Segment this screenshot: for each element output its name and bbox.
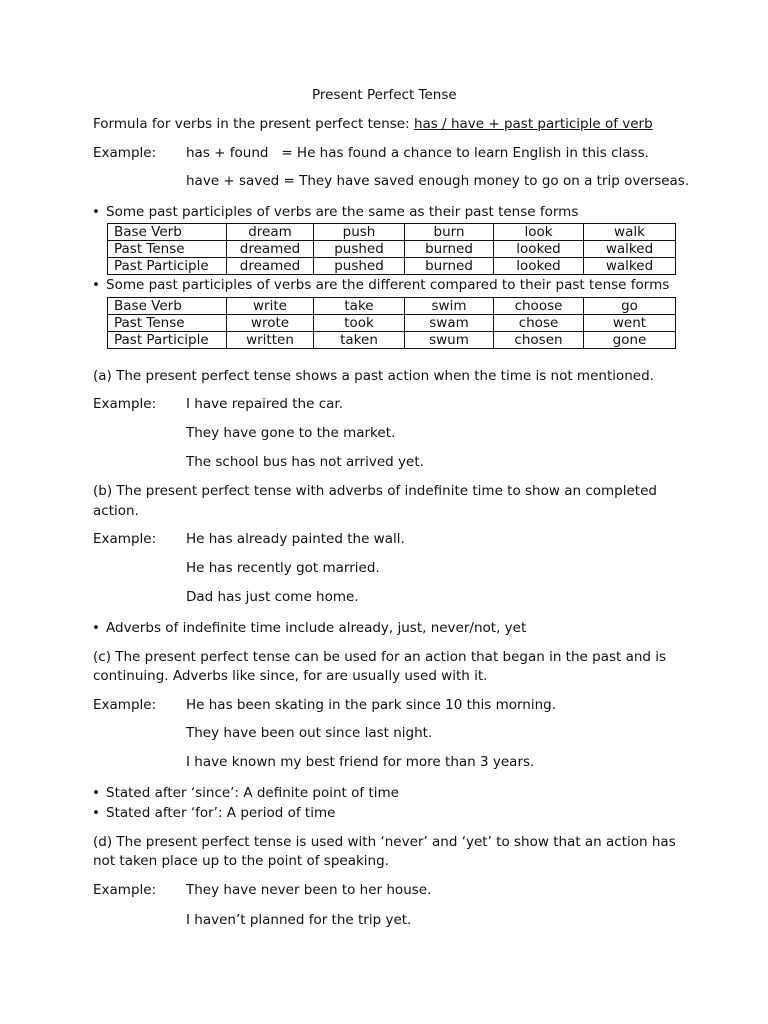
section-b-bullet xyxy=(92,622,526,636)
section-c-example-2: They have been out since last night. xyxy=(186,725,433,741)
table-cell: Past Participle xyxy=(108,332,227,349)
table-cell: taken xyxy=(314,332,405,349)
section-a-example-label: Example: xyxy=(93,396,157,412)
table-cell: took xyxy=(314,315,405,332)
intro-example-line-2: have + saved = They have saved enough money to go on a trip overseas. xyxy=(186,173,690,189)
table-cell: go xyxy=(584,298,676,315)
table-cell: walked xyxy=(584,241,676,258)
section-b-example-2: He has recently got married. xyxy=(186,560,380,576)
section-b-heading-1: (b) The present perfect tense with adverbs of indefinite time to show an completed xyxy=(93,483,657,499)
section-a-example-3: The school bus has not arrived yet. xyxy=(186,454,424,470)
section-d-example-1: They have never been to her house. xyxy=(186,882,432,898)
table-cell: looked xyxy=(494,241,584,258)
intro-example-label: Example: xyxy=(93,145,157,161)
table-cell: wrote xyxy=(227,315,314,332)
table-cell: Past Tense xyxy=(108,241,227,258)
table-cell: Base Verb xyxy=(108,298,227,315)
table-row xyxy=(108,241,676,258)
table-cell: take xyxy=(314,298,405,315)
table-cell: walked xyxy=(584,258,676,275)
page-title: Present Perfect Tense xyxy=(312,87,457,103)
section-d-example-label: Example: xyxy=(93,882,157,898)
table-cell: write xyxy=(227,298,314,315)
section-a-example-1: I have repaired the car. xyxy=(186,396,344,412)
table-cell: burn xyxy=(405,224,494,241)
table-row xyxy=(108,315,676,332)
verb-table-different xyxy=(107,297,676,349)
table-cell: swim xyxy=(405,298,494,315)
table-cell: gone xyxy=(584,332,676,349)
section-c-example-label: Example: xyxy=(93,697,157,713)
section-b-example-3: Dad has just come home. xyxy=(186,589,359,605)
bullet-dot: • xyxy=(92,805,100,821)
table-cell: push xyxy=(314,224,405,241)
bullet-different-forms xyxy=(92,279,669,293)
table-cell: walk xyxy=(584,224,676,241)
table-cell: dreamed xyxy=(227,258,314,275)
section-a-heading: (a) The present perfect tense shows a past action when the time is not mentioned. xyxy=(93,368,654,384)
section-b-example-label: Example: xyxy=(93,531,157,547)
table-cell: look xyxy=(494,224,584,241)
formula-prefix: Formula for verbs in the present perfect tense: xyxy=(93,116,414,132)
table-cell: burned xyxy=(405,241,494,258)
table-cell: pushed xyxy=(314,241,405,258)
verb-table-same xyxy=(107,223,676,275)
formula-line xyxy=(93,118,653,132)
table-cell: chose xyxy=(494,315,584,332)
section-c-example-1: He has been skating in the park since 10 this morning. xyxy=(186,697,557,713)
table-cell: swam xyxy=(405,315,494,332)
section-c-bullet-2 xyxy=(92,807,335,821)
section-a-example-2: They have gone to the market. xyxy=(186,425,396,441)
section-b-example-1: He has already painted the wall. xyxy=(186,531,405,547)
bullet-same-forms xyxy=(92,206,578,220)
table-row xyxy=(108,224,676,241)
table-cell: swum xyxy=(405,332,494,349)
table-cell: Base Verb xyxy=(108,224,227,241)
table-cell: dream xyxy=(227,224,314,241)
bullet-different-text: Some past participles of verbs are the different compared to their past tense forms xyxy=(106,277,670,293)
table-cell: Past Participle xyxy=(108,258,227,275)
table-cell: Past Tense xyxy=(108,315,227,332)
section-c-bullet-1 xyxy=(92,787,399,801)
table-row xyxy=(108,332,676,349)
section-b-heading-2: action. xyxy=(93,503,139,519)
table-cell: pushed xyxy=(314,258,405,275)
bullet-dot: • xyxy=(92,204,100,220)
section-d-example-2: I haven’t planned for the trip yet. xyxy=(186,912,412,928)
table-cell: looked xyxy=(494,258,584,275)
formula-rule: has / have + past participle of verb xyxy=(413,116,653,132)
section-d-heading-2: not taken place up to the point of speaking. xyxy=(93,853,389,869)
table-cell: dreamed xyxy=(227,241,314,258)
table-row xyxy=(108,258,676,275)
table-row xyxy=(108,298,676,315)
table-cell: went xyxy=(584,315,676,332)
intro-example-line-1: has + found = He has found a chance to learn English in this class. xyxy=(186,145,649,161)
section-c-heading-2: continuing. Adverbs like since, for are usually used with it. xyxy=(93,668,488,684)
table-cell: burned xyxy=(405,258,494,275)
table-cell: choose xyxy=(494,298,584,315)
bullet-dot: • xyxy=(92,785,100,801)
section-c-heading-1: (c) The present perfect tense can be used for an action that began in the past and is xyxy=(93,649,667,665)
section-c-bullet-1-text: Stated after ‘since’: A definite point of time xyxy=(106,785,399,801)
bullet-same-text: Some past participles of verbs are the same as their past tense forms xyxy=(106,204,579,220)
section-c-example-3: I have known my best friend for more than 3 years. xyxy=(186,754,535,770)
section-c-bullet-2-text: Stated after ‘for’: A period of time xyxy=(106,805,336,821)
table-cell: chosen xyxy=(494,332,584,349)
section-d-heading-1: (d) The present perfect tense is used with ‘never’ and ‘yet’ to show that an action has xyxy=(93,834,676,850)
section-b-bullet-text: Adverbs of indefinite time include already, just, never/not, yet xyxy=(106,620,527,636)
bullet-dot: • xyxy=(92,277,100,293)
table-cell: written xyxy=(227,332,314,349)
bullet-dot: • xyxy=(92,620,100,636)
